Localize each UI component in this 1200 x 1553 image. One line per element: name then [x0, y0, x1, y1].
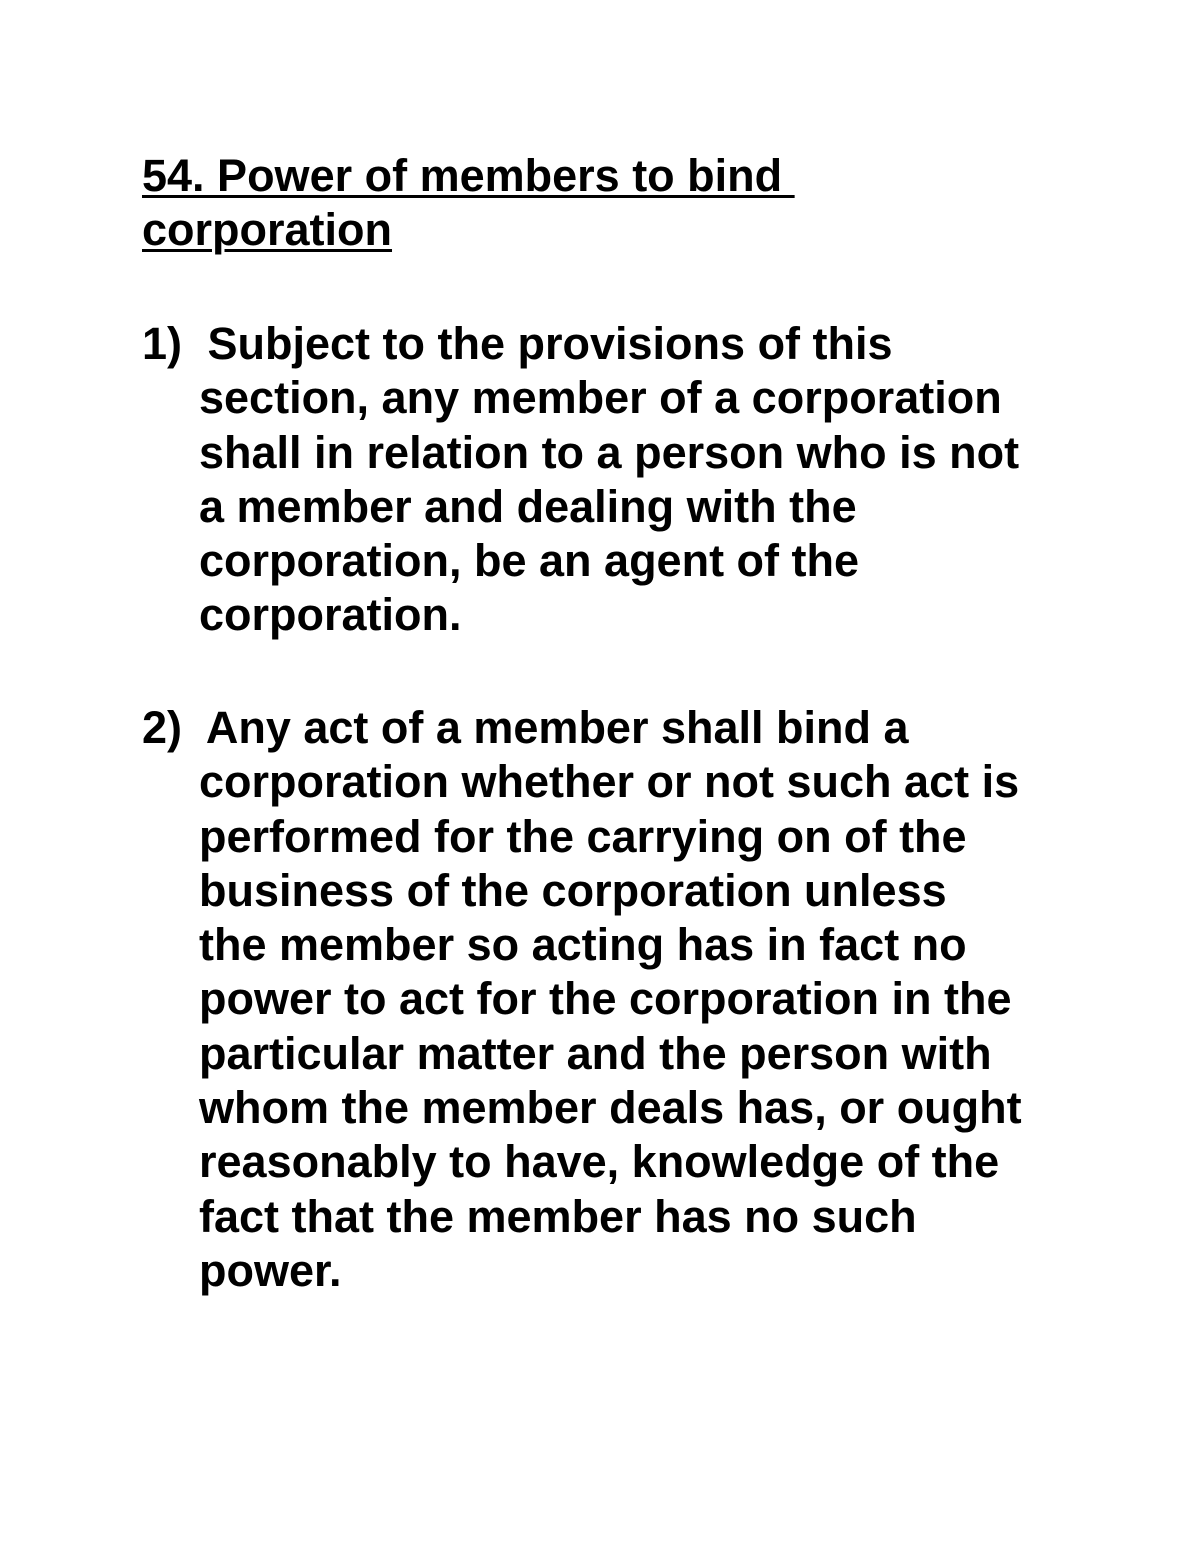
clause-text — [195, 317, 1099, 643]
section-heading — [142, 149, 902, 257]
clause-line: Any act of a member shall bind a — [195, 702, 909, 753]
clause-line: whom the member deals has, or ought — [199, 1082, 1022, 1134]
clause-line: corporation whether or not such act is — [199, 756, 1020, 808]
clause-line: shall in relation to a person who is not — [199, 426, 1020, 478]
clause-line: reasonably to have, knowledge of the — [199, 1136, 1000, 1188]
clause-line: business of the corporation unless — [199, 864, 947, 916]
clause-line: power to act for the corporation in the — [199, 973, 1012, 1025]
clause-line: fact that the member has no such — [199, 1190, 917, 1242]
clause-line: particular matter and the person with — [199, 1027, 992, 1079]
clause-number: 2) — [142, 702, 183, 753]
clause-line: performed for the carrying on of the — [199, 810, 967, 862]
clause-text — [195, 701, 1099, 1298]
clause-number: 1) — [142, 318, 183, 369]
clause-line: the member so acting has in fact no — [199, 919, 967, 971]
clause-line: section, any member of a corporation — [199, 372, 1002, 424]
clause-line: corporation, be an agent of the — [199, 535, 860, 587]
clause-line: a member and dealing with the — [199, 480, 857, 532]
heading-line: corporation — [142, 204, 393, 255]
clause-line: Subject to the provisions of this — [195, 318, 893, 369]
clause-line: power. — [199, 1244, 342, 1296]
heading-line: 54. Power of members to bind — [142, 150, 795, 201]
clause-line: corporation. — [199, 589, 462, 641]
